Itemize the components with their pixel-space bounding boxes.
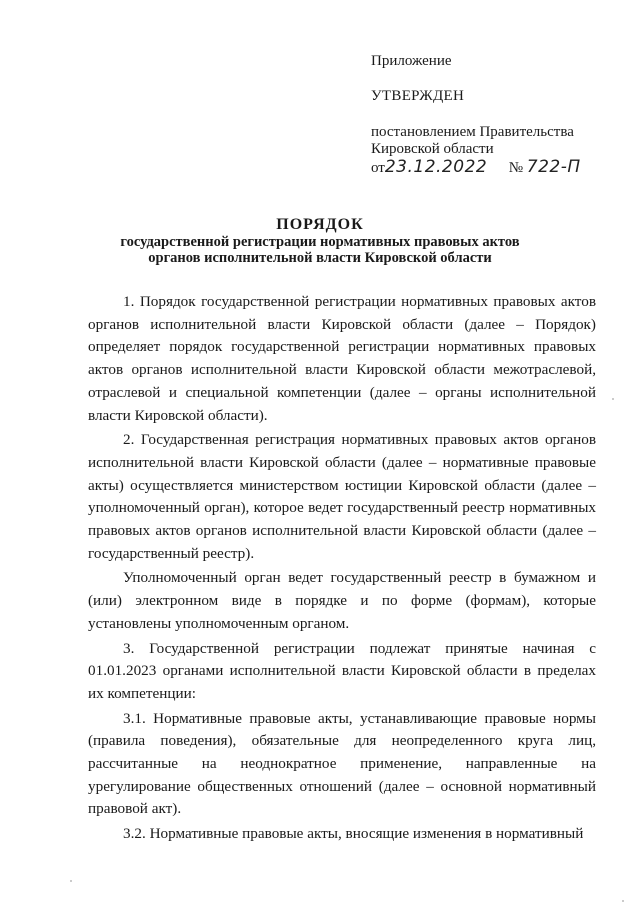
scan-speck bbox=[622, 900, 624, 902]
paragraph-3: 3. Государственной регистрации подлежат принятые начиная с 01.01.2023 органами исполнительной власти Кировской области в пределах их компетенции: bbox=[88, 639, 596, 702]
approved-label: УТВЕРЖДЕН bbox=[371, 88, 465, 104]
decree-date-number bbox=[371, 158, 581, 178]
paragraph-2-continuation: Уполномоченный орган ведет государственный реестр в бумажном и (или) электронном виде в порядке и по форме (формам), которые установлены уполномоченным органом. bbox=[88, 569, 596, 632]
document-subtitle-line-1: государственной регистрации нормативных правовых актов bbox=[120, 234, 520, 250]
paragraph-1: 1. Порядок государственной регистрации нормативных правовых актов органов исполнительной власти Кировской области (далее – Порядок) определяет порядок государственной регистрации нормативных правовых актов органов исполнительной власти Кировской области межотраслевой, отраслевой и специальной компетенции (далее – органы исполнительной власти Кировской области). bbox=[88, 293, 596, 424]
handwritten-date: 23.12.2022 bbox=[384, 157, 488, 177]
scan-speck bbox=[70, 880, 72, 882]
document-title: ПОРЯДОК bbox=[276, 216, 364, 233]
handwritten-number: 722-П bbox=[526, 157, 581, 177]
document-body bbox=[88, 291, 596, 846]
decree-line-2: Кировской области bbox=[371, 141, 494, 157]
paragraph-2: 2. Государственная регистрация нормативных правовых актов органов исполнительной власти Кировской области (далее – нормативные правовые акты) осуществляется министерством юстиции Кировской области (далее – уполномоченный орган), которое ведет государственный реестр нормативных правовых актов органов исполнительной власти Кировской области (далее – государственный реестр). bbox=[88, 431, 596, 562]
annex-label: Приложение bbox=[371, 53, 452, 69]
from-prefix: от bbox=[371, 160, 385, 176]
paragraph-3-2: 3.2. Нормативные правовые акты, вносящие изменения в нормативный bbox=[123, 825, 584, 843]
document-subtitle-line-2: органов исполнительной власти Кировской области bbox=[148, 250, 492, 266]
number-sign: № bbox=[508, 160, 524, 176]
decree-line-1: постановлением Правительства bbox=[371, 124, 574, 140]
scan-speck bbox=[612, 398, 614, 400]
paragraph-3-1: 3.1. Нормативные правовые акты, устанавливающие правовые нормы (правила поведения), обязательные для неопределенного круга лиц, рассчитанные на неоднократное применение, направленные на урегулирование общественных отношений (далее – основной нормативный правовой акт). bbox=[88, 709, 596, 818]
